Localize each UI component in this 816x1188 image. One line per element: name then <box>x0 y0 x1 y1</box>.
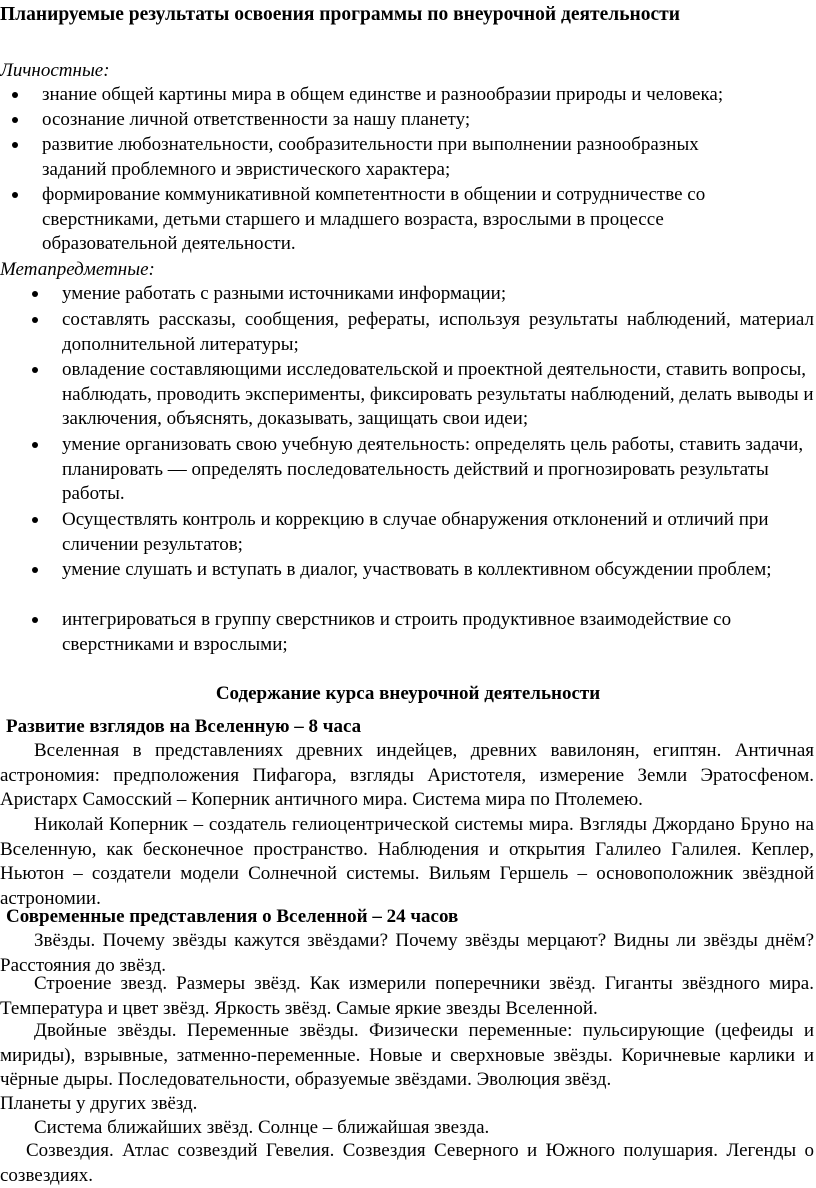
list-item: формирование коммуникативной компетентности в общении и сотрудничестве со сверстниками, детьми старшего и младшего возраста, взрослыми в процессе образовательной деятельности. <box>34 183 794 257</box>
list-item: составлять рассказы, сообщения, рефераты, используя результаты наблюдений, материал дополнительной литературы; <box>62 308 814 358</box>
list-item: развитие любознательности, сообразительности при выполнении разнообразных заданий проблемного и эвристического характера; <box>34 133 794 183</box>
paragraph-text: Строение звезд. Размеры звёзд. Как измерили поперечники звёзд. Гиганты звёздного мира. Температура и цвет звёзд. Яркость звёзд. Самые яркие звезды Вселенной. <box>0 973 814 1019</box>
paragraph-text: Двойные звёзды. Переменные звёзды. Физически переменные: пульсирующие (цефеиды и мириды), взрывные, затменно-переменные. Новые и сверхновые звёзды. Коричневые карлики и чёрные дыры. Последовательности, образуемые звёздами. Эволюция звёзд. <box>0 1020 814 1091</box>
paragraph-text: Звёзды. Почему звёзды кажутся звёздами? Почему звёзды мерцают? Видны ли звёзды днём? Расстояния до звёзд. <box>0 930 814 976</box>
list-item: знание общей картины мира в общем единстве и разнообразии природы и человека; <box>34 83 794 108</box>
paragraph-text: Николай Коперник – создатель гелиоцентрической системы мира. Взгляды Джордано Бруно на Вселенную, как бесконечное пространство. Наблюдения и открытия Галилео Галилея. Кеплер, Ньютон – создатели модели Солнечной системы. Вильям Гершель – основоположник звёздной астрономии. <box>0 814 814 909</box>
section-title: Современные представления о Вселенной – 24 часов <box>6 906 459 927</box>
content-heading: Содержание курса внеурочной деятельности <box>215 683 601 704</box>
page-title: Планируемые результаты освоения программы по внеурочной деятельности <box>0 4 680 25</box>
paragraph: Планеты у других звёзд. <box>0 1093 198 1114</box>
list-item: умение слушать и вступать в диалог, участвовать в коллективном обсуждении проблем; <box>62 558 814 608</box>
paragraph <box>0 929 814 978</box>
meta-heading: Метапредметные: <box>0 259 155 280</box>
paragraph-text: Созвездия. Атлас созвездий Гевелия. Созвездия Северного и Южного полушария. Легенды о созвездиях. <box>0 1140 814 1186</box>
paragraph <box>0 813 814 911</box>
meta-list <box>62 282 814 658</box>
list-item: овладение составляющими исследовательской и проектной деятельности, ставить вопросы, наблюдать, проводить эксперименты, фиксировать результаты наблюдений, делать выводы и заключения, объяснять, доказывать, защищать свои идеи; <box>62 358 814 433</box>
paragraph: Система ближайших звёзд. Солнце – ближайшая звезда. <box>34 1117 490 1138</box>
list-item: интегрироваться в группу сверстников и строить продуктивное взаимодействие со сверстниками и взрослыми; <box>62 608 814 658</box>
list-item: умение организовать свою учебную деятельность: определять цель работы, ставить задачи, планировать — определять последовательность действий и прогнозировать результаты работы. <box>62 433 814 508</box>
paragraph <box>0 1019 814 1093</box>
paragraph <box>0 739 814 813</box>
personal-heading: Личностные: <box>0 60 110 81</box>
paragraph <box>0 1139 814 1188</box>
section-title: Развитие взглядов на Вселенную – 8 часа <box>6 716 362 737</box>
paragraph <box>0 972 814 1021</box>
list-item: осознание личной ответственности за нашу планету; <box>34 108 794 133</box>
paragraph-text: Вселенная в представлениях древних индейцев, древних вавилонян, египтян. Античная астрономия: предположения Пифагора, взгляды Аристотеля, измерение Земли Эратосфеном. Аристарх Самосский – Коперник античного мира. Система мира по Птолемею. <box>0 740 814 811</box>
list-item: умение работать с разными источниками информации; <box>62 282 814 308</box>
personal-list <box>34 83 794 257</box>
list-item: Осуществлять контроль и коррекцию в случае обнаружения отклонений и отличий при сличении результатов; <box>62 508 814 558</box>
